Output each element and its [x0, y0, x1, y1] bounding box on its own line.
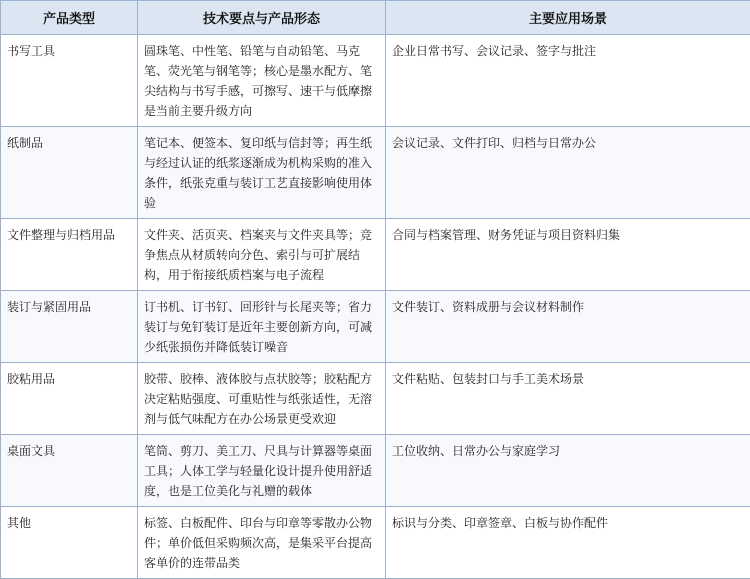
- cell-product-type: 文件整理与归档用品: [1, 219, 138, 291]
- cell-tech-points: 圆珠笔、中性笔、铅笔与自动铅笔、马克笔、荧光笔与钢笔等；核心是墨水配方、笔尖结构与书写手感，可擦写、速干与低摩擦是当前主要升级方向: [138, 35, 386, 127]
- cell-product-type: 桌面文具: [1, 435, 138, 507]
- cell-application-scene: 工位收纳、日常办公与家庭学习: [386, 435, 750, 507]
- cell-application-scene: 文件粘贴、包装封口与手工美术场景: [386, 363, 750, 435]
- table-row: [1, 219, 750, 291]
- cell-tech-points: 标签、白板配件、印台与印章等零散办公物件；单价低但采购频次高，是集采平台提高客单价的连带品类: [138, 507, 386, 579]
- cell-application-scene: 会议记录、文件打印、归档与日常办公: [386, 127, 750, 219]
- cell-application-scene: 文件装订、资料成册与会议材料制作: [386, 291, 750, 363]
- table-header-row: [1, 1, 750, 35]
- cell-product-type: 装订与紧固用品: [1, 291, 138, 363]
- header-tech-points: 技术要点与产品形态: [138, 1, 386, 35]
- table-row: [1, 291, 750, 363]
- cell-application-scene: 企业日常书写、会议记录、签字与批注: [386, 35, 750, 127]
- header-application-scenes: 主要应用场景: [386, 1, 750, 35]
- table-row: [1, 435, 750, 507]
- cell-application-scene: 标识与分类、印章签章、白板与协作配件: [386, 507, 750, 579]
- cell-application-scene: 合同与档案管理、财务凭证与项目资料归集: [386, 219, 750, 291]
- table-row: [1, 127, 750, 219]
- cell-product-type: 其他: [1, 507, 138, 579]
- cell-tech-points: 笔筒、剪刀、美工刀、尺具与计算器等桌面工具；人体工学与轻量化设计提升使用舒适度，也是工位美化与礼赠的载体: [138, 435, 386, 507]
- cell-product-type: 胶粘用品: [1, 363, 138, 435]
- table-row: [1, 363, 750, 435]
- table-row: [1, 35, 750, 127]
- table-row: [1, 507, 750, 579]
- cell-tech-points: 文件夹、活页夹、档案夹与文件夹具等；竞争焦点从材质转向分色、索引与可扩展结构，用于衔接纸质档案与电子流程: [138, 219, 386, 291]
- cell-tech-points: 订书机、订书钉、回形针与长尾夹等；省力装订与免钉装订是近年主要创新方向，可减少纸张损伤并降低装订噪音: [138, 291, 386, 363]
- header-product-type: 产品类型: [1, 1, 138, 35]
- cell-tech-points: 笔记本、便签本、复印纸与信封等；再生纸与经过认证的纸浆逐渐成为机构采购的准入条件，纸张克重与装订工艺直接影响使用体验: [138, 127, 386, 219]
- cell-product-type: 纸制品: [1, 127, 138, 219]
- cell-product-type: 书写工具: [1, 35, 138, 127]
- cell-tech-points: 胶带、胶棒、液体胶与点状胶等；胶粘配方决定粘贴强度、可重贴性与纸张适性，无溶剂与低气味配方在办公场景更受欢迎: [138, 363, 386, 435]
